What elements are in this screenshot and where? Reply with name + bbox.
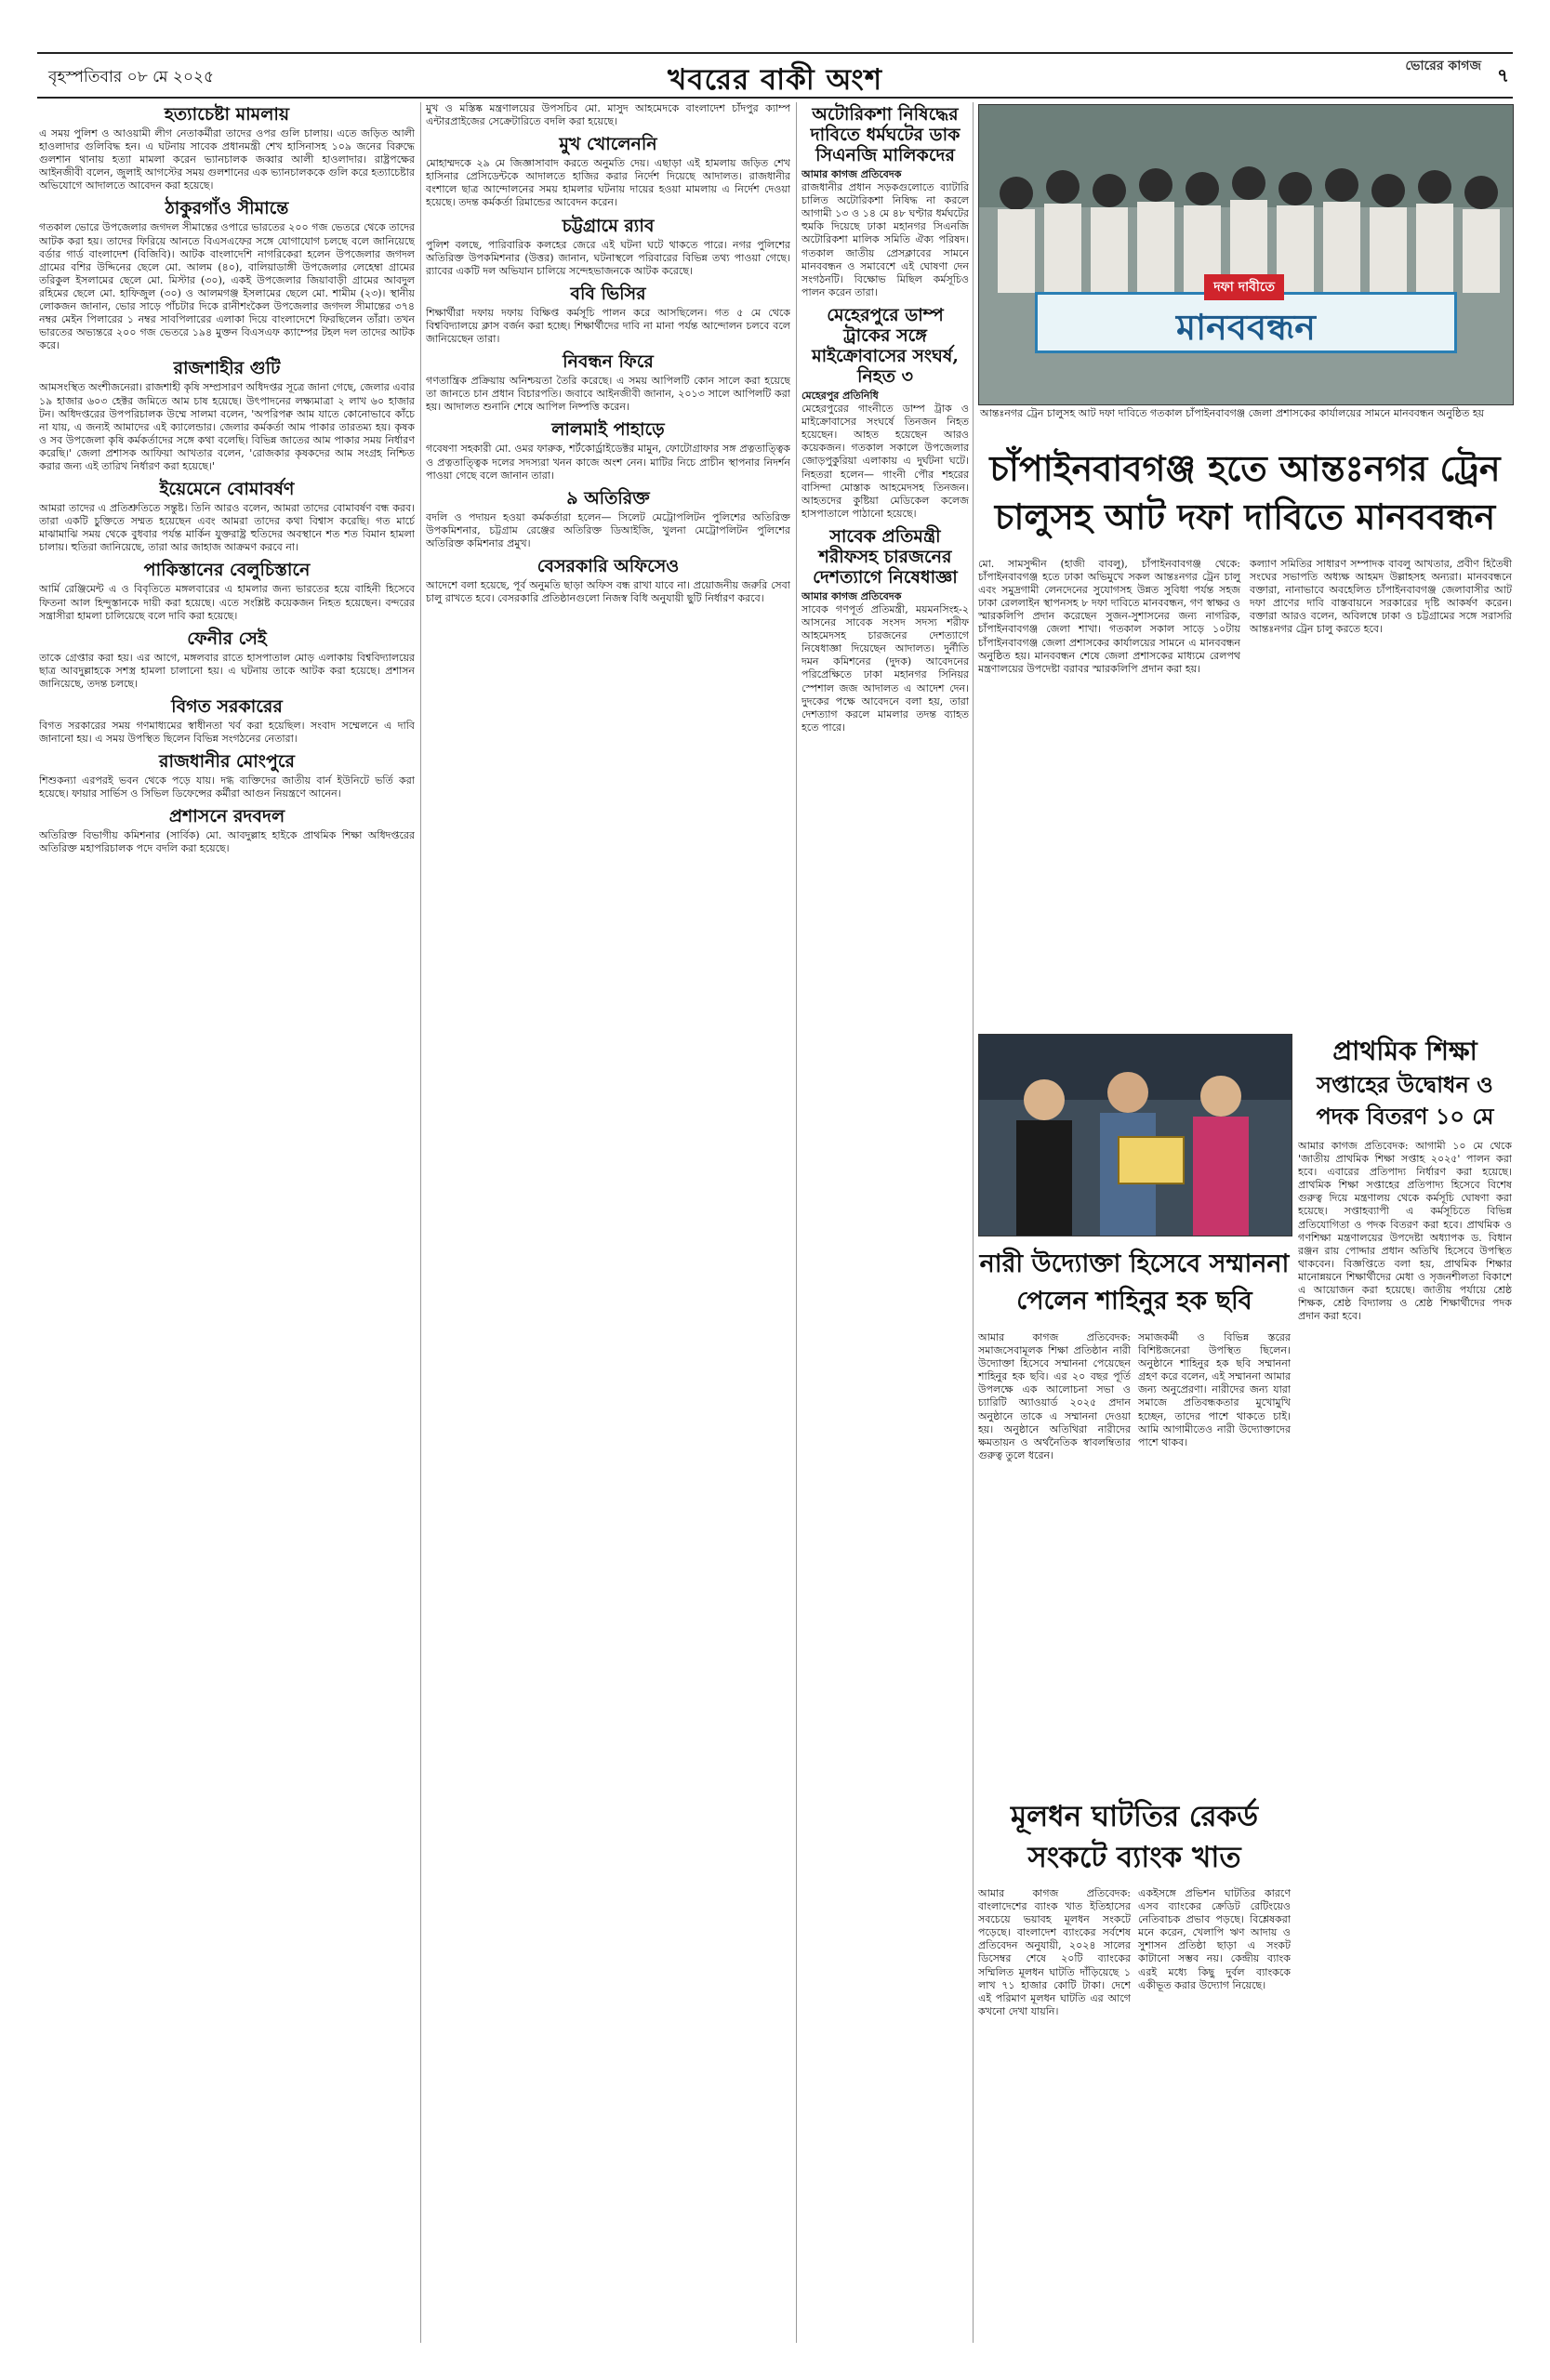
story-body: গবেষণা সহকারী মো. ওমর ফারুক, শর্টকোর্ড্রাইডেক্টর মামুন, ফোটোগ্রাফার সঙ্গ প্রত্নতাত্ত্বিক ও প্রত্নতাত্ত্বিক দলের সদস্যরা খনন কাজে অংশ নেন। মাটির নিচে প্রাচীন স্থাপনার নিদর্শন পাওয়া গেছে বলে জানান তারা। (426, 443, 790, 482)
newspaper-logo: ভোরের কাগজ (1405, 59, 1481, 73)
headline-line[interactable]: পদক বিতরণ ১০ মে (1316, 1103, 1494, 1130)
story-byline: আমার কাগজ প্রতিবেদক (801, 168, 902, 180)
story-private-offices (426, 556, 790, 605)
story-title[interactable]: অটোরিকশা নিষিদ্ধের দাবিতে ধর্মঘটের ডাক সিএনজি মালিকদের (810, 104, 960, 165)
train-story-col-b: কল্যাণ সমিতির সাধারণ সম্পাদক বাবলু আখতার, প্রবীণ হিতৈষী সংঘের সভাপতি অধ্যক্ষ আহমদ উল্লাহসহ অন্যরা। মানববন্ধনে বক্তারা, নানাভাবে অবহেলিত চাঁপাইনবাবগঞ্জ জেলাবাসীর আট দফা প্রাণের দাবি বাস্তবায়নে সরকারের দৃষ্টি আকর্ষণ করেন। বক্তারা আরও বলেন, অবিলম্বে ঢাকা ও চট্টগ্রামের সঙ্গে সরাসরি আন্তঃনগর ট্রেন চালু করতে হবে। (1250, 558, 1512, 636)
page-number: ৭ (1496, 64, 1509, 86)
story-title[interactable]: পাকিস্তানের বেলুচিস্তানে (143, 560, 311, 581)
story-byline: আমার কাগজ প্রতিবেদক (801, 589, 902, 602)
train-story-col-a: মো. সামসুদ্দীন (হাজী বাবলু), চাঁপাইনবাবগঞ্জ থেকে: চাঁপাইনবাবগঞ্জ হতে ঢাকা অভিমুখে সকল আন্তঃনগর ট্রেন চালু এবং সমুদ্রগামী লেনদেনের সুযোগসহ উন্নত সুবিধা পর্যন্ত সহজ ঢাকা রেললাইন স্থাপনসহ ৮ দফা দাবিতে মানববন্ধন, গণ স্বাক্ষর ও স্মারকলিপি প্রদান করেছেন সুজন-সুশাসনের জন্য নাগরিক, চাঁপাইনবাবগঞ্জ জেলা শাখা। গতকাল সকাল সাড়ে ১০টায় চাঁপাইনবাবগঞ্জ জেলা প্রশাসকের কার্যালয়ের সামনে এ মানববন্ধন অনুষ্ঠিত হয়। মানববন্ধন শেষে জেলা প্রশাসকের মাধ্যমে রেলপথ মন্ত্রণালয়ের উপদেষ্টা বরাবর স্মারকলিপি প্রদান করা হয়। (978, 558, 1240, 675)
story-body: বিগত সরকারের সময় গণমাধ্যমের স্বাধীনতা খর্ব করা হয়েছিল। সংবাদ সম্মেলনে এ দাবি জানানো হয়। এ সময় উপস্থিত ছিলেন বিভিন্ন সংগঠনের নেতারা। (39, 720, 415, 746)
story-mukh-khulenni (426, 134, 790, 209)
headline-line[interactable]: মূলধন ঘাটতির রেকর্ড (1010, 1800, 1259, 1833)
headline-line[interactable]: সপ্তাহের উদ্বোধন ও (1317, 1071, 1493, 1098)
headline-line[interactable]: চাঁপাইনবাবগঞ্জ হতে আন্তঃনগর ট্রেন (989, 447, 1501, 489)
photo-caption: আন্তঃনগর ট্রেন চালুসহ আট দফা দাবিতে গতকাল চাঁপাইনবাবগঞ্জ জেলা প্রশাসকের কার্যালয়ের সামনে মানববন্ধন অনুষ্ঠিত হয় (980, 407, 1485, 419)
story-body: বদলি ও পদায়ন হওয়া কর্মকর্তারা হলেন— সিলেট মেট্রোপলিটন পুলিশের অতিরিক্ত উপকমিশনার, চট্টগ্রাম রেঞ্জের অতিরিক্ত ডিআইজি, খুলনা মেট্রোপলিটন পুলিশের অতিরিক্ত কমিশনার প্রমুখ। (426, 510, 790, 549)
story-rajshahi (39, 358, 415, 473)
story-title[interactable]: ফেনীর সেই (187, 628, 267, 649)
story-meherpur-accident (801, 305, 969, 521)
story-bobi-vc (426, 284, 790, 346)
story-continuation (426, 102, 790, 128)
story-title[interactable]: বেসরকারি অফিসেও (537, 555, 680, 576)
banner-text: মানববন্ধন (1176, 306, 1316, 348)
page-header (37, 52, 1513, 99)
story-body: অতিরিক্ত বিভাগীয় কমিশনার (সার্বিক) মো. আবদুল্লাহ হাইকে প্রাথমিক শিক্ষা অধিদপ্তরের অতিরিক্ত মহাপরিচালক পদে বদলি করা হয়েছে। (39, 829, 415, 855)
banner-tag: দফা দাবীতে (1204, 274, 1284, 300)
story-body: গণতান্ত্রিক প্রক্রিয়ায় অনিশ্চয়তা তৈরি করেছে। এ সময় আপিলটি কোন সালে করা হয়েছে তা জানতে চান প্রধান বিচারপতি। জবাবে আইনজীবী জানান, ২০১৩ সালে আপিলটি করা হয়। আদালত শুনানি শেষে আপিল নিষ্পত্তি করেন। (426, 375, 790, 414)
story-title[interactable]: ৯ অতিরিক্ত (566, 487, 650, 509)
headline-bank (978, 1796, 1291, 1878)
story-title[interactable]: চট্টগ্রামে র‍্যাব (562, 215, 655, 236)
story-body: পুলিশ বলছে, পারিবারিক কলহের জেরে এই ঘটনা ঘটে থাকতে পারে। নগর পুলিশের অতিরিক্ত উপকমিশনার (উত্তর) জানান, ঘটনাস্থলে পরিবারের বিভিন্ন তথ্য পাওয়া গেছে। র‍্যাবের একটি দল অভিযান চালিয়ে সন্দেহভাজনকে আটক করেছে। (426, 238, 790, 277)
story-title[interactable]: বিগত সরকারের (171, 696, 283, 717)
story-feni (39, 628, 415, 691)
story-body: রাজধানীর প্রধান সড়কগুলোতে ব্যাটারি চালিত অটোরিকশা নিষিদ্ধ না করলে আগামী ১৩ ও ১৪ মে ৪৮ ঘণ্টার ধর্মঘটের হুমকি দিয়েছে ঢাকা মহানগর সিএনজি অটোরিকশা মালিক সমিতি ঐক্য পরিষদ। গতকাল জাতীয় প্রেসক্লাবের সামনে মানববন্ধন ও সমাবেশে এই ঘোষণা দেন সংগঠনটি। বিক্ষোভ মিছিল কর্মসূচিও পালন করেন তারা। (801, 181, 969, 298)
human-chain-banner (1035, 280, 1457, 353)
story-body: মোহাম্মদকে ২৯ মে জিজ্ঞাসাবাদ করতে অনুমতি দেয়। এছাড়া এই হামলায় জড়িত শেখ হাসিনার প্রেসিডেন্টকে আদালতে হাজির করার নির্দেশ দিয়েছে আদালত। রাজধানীর বংশালে ছাত্র আন্দোলনের সময় হামলার ঘটনায় দায়ের হওয়া মামলায় এ নির্দেশ দেওয়া হয়েছে। তদন্ত কর্মকর্তা রিমান্ডের আবেদন করেন। (426, 157, 790, 209)
headline-line[interactable]: নারী উদ্যোক্তা হিসেবে সম্মাননা (979, 1250, 1290, 1278)
story-mongpur (39, 751, 415, 800)
headline-line[interactable]: চালুসহ আট দফা দাবিতে মানববন্ধন (994, 496, 1496, 537)
column-1 (39, 102, 415, 2343)
bank-story-col-a: আমার কাগজ প্রতিবেদক: বাংলাদেশের ব্যাংক খাত ইতিহাসের সবচেয়ে ভয়াবহ মূলধন সংকটে পড়েছে। বাংলাদেশ ব্যাংকের সর্বশেষ প্রতিবেদন অনুযায়ী, ২০২৪ সালের ডিসেম্বর শেষে ২০টি ব্যাংকের সম্মিলিত মূলধন ঘাটতি দাঁড়িয়েছে ১ লাখ ৭১ হাজার কোটি টাকা। দেশে এই পরিমাণ মূলধন ঘাটতি এর আগে কখনো দেখা যায়নি। (978, 1887, 1131, 2017)
story-pakistan (39, 560, 415, 622)
column-divider (420, 102, 421, 2343)
headline-award (978, 1246, 1291, 1320)
story-title[interactable]: মেহেরপুরে ডাম্প ট্রাকের সঙ্গে মাইক্রোবাসের সংঘর্ষ, নিহত ৩ (812, 304, 959, 387)
story-body: গতকাল ভোরে উপজেলার জগদল সীমান্তের ওপারে ভারতের ২০০ গজ ভেতরে থেকে তাদের আটক করা হয়। তাদের ফিরিয়ে আনতে বিএসএফের সঙ্গে যোগাযোগ চলছে বলে জানিয়েছে বর্ডার গার্ড বাংলাদেশ (বিজিবি)। আটক বাংলাদেশি নাগরিকেরা হলেন উপজেলার জগদল গ্রামের বশির উদ্দিনের ছেলে মো. আলম (৪০), বালিয়াডাঙ্গী উপজেলার লেহেম্বা গ্রামের তরিকুল ইসলামের ছেলে মো. মিস্টার (৩০), একই উপজেলার জিয়াবাড়ী গ্রামের আবদুল রহিমের ছেলে মো. হাফিজুল (৩০) ও আলমগঞ্জ ইসলামের ছেলে মো. শামীম (২৩)। স্থানীয় লোকজন জানান, ভোর সাড়ে পাঁচটার দিকে রানীশংকৈল উপজেলার জগদল সীমান্তের ৩৭৪ নম্বর মেইন পিলারের ১ নম্বর সাবপিলারের এলাকা দিয়ে বাংলাদেশে ফিরছিলেন তাঁরা। তখন ভারতের অভ্যন্তরে ২০০ গজ ভেতরে ১৯৪ মুক্তন বিএসএফ ক্যাম্পের টহল দল তাদের আটক করে। (39, 221, 415, 352)
story-body: শিক্ষার্থীরা দফায় দফায় বিক্ষিপ্ত কর্মসূচি পালন করে আসছিলেন। গত ৫ মে থেকে বিশ্ববিদ্যালয়ে ক্লাস বর্জন করা হচ্ছে। শিক্ষার্থীদের দাবি না মানা পর্যন্ত আন্দোলন চলবে বলে জানিয়েছেন তারা। (426, 306, 790, 346)
story-registration (426, 351, 790, 414)
story-title[interactable]: ববি ভিসির (570, 283, 646, 304)
story-body: মেহেরপুরের গাংনীতে ডাম্প ট্রাক ও মাইক্রোবাসের সংঘর্ষে তিনজন নিহত হয়েছেন। আহত হয়েছেন আরও কয়েকজন। গতকাল সকালে উপজেলার জোড়পুকুরিয়া এলাকায় এ দুর্ঘটনা ঘটে। নিহতরা হলেন— গাংনী পৌর শহরের বাসিন্দা মোস্তাক আহমেদসহ তিনজন। আহতদের কুষ্টিয়া মেডিকেল কলেজ হাসপাতালে পাঠানো হয়েছে। (801, 403, 969, 520)
story-title[interactable]: নিবন্ধন ফিরে (563, 351, 654, 373)
headline-line[interactable]: সংকটে ব্যাংক খাত (1027, 1841, 1241, 1874)
headline-line[interactable]: পেলেন শাহিনুর হক ছবি (1016, 1287, 1252, 1316)
award-story-col-a: আমার কাগজ প্রতিবেদক: সমাজসেবামূলক শিক্ষা প্রতিষ্ঠান নারী উদ্যোক্তা হিসেবে সম্মাননা পেয়েছেন শাহিনুর হক ছবি। এর ২০ বছর পূর্তি উপলক্ষে এক আলোচনা সভা ও চ্যারিটি অ্যাওয়ার্ড ২০২৫ প্রদান অনুষ্ঠানে তাকে এ সম্মাননা দেওয়া হয়। অনুষ্ঠানে অতিথিরা নারীদের ক্ষমতায়ন ও অর্থনৈতিক স্বাবলম্বিতার গুরুত্ব তুলে ধরেন। (978, 1331, 1131, 1461)
headline-line[interactable]: প্রাথমিক শিক্ষা (1332, 1036, 1477, 1066)
story-body: তাকে গ্রেপ্তার করা হয়। এর আগে, মঙ্গলবার রাতে হাসপাতাল মোড় এলাকায় বিশ্ববিদ্যালয়ের ছাত্র আবদুল্লাহকে সশস্ত্র হামলা চালানো হয়। এ ঘটনায় তাকে আটক করা হয়েছে। প্রশাসন জানিয়েছে, তদন্ত চলছে। (39, 651, 415, 690)
story-title[interactable]: রাজশাহীর গুটি (173, 358, 281, 379)
story-lalmai (426, 419, 790, 482)
column-3 (801, 102, 969, 2343)
story-title[interactable]: রাজধানীর মোংপুরে (159, 751, 295, 773)
headline-primary (1298, 1034, 1512, 1132)
story-body: এ সময় পুলিশ ও আওয়ামী লীগ নেতাকর্মীরা তাদের ওপর গুলি চালায়। এতে জড়িত আলী হাওলাদার গুলিবিদ্ধ হন। এ ঘটনায় সাবেক প্রধানমন্ত্রী শেখ হাসিনাসহ ১০৯ জনের বিরুদ্ধে গুলশান থানায় হত্যা মামলা করেন ভ্যানচালক জব্বার আলী হাওলাদার। রাষ্ট্রপক্ষের আইনজীবী বলেন, জুলাই আগস্টের সময় গুলশানের এক ভ্যানচালককে গুলি করে হত্যাচেষ্টার অভিযোগে আদালতে আবেদন করা হয়েছে। (39, 127, 415, 192)
story-yemen (39, 479, 415, 554)
story-body: আদেশে বলা হয়েছে, পূর্ব অনুমতি ছাড়া অফিস বন্ধ রাখা যাবে না। প্রয়োজনীয় জরুরি সেবা চালু রাখতে হবে। বেসরকারি প্রতিষ্ঠানগুলো নিজস্ব বিধি অনুযায়ী ছুটি নির্ধারণ করবে। (426, 578, 790, 605)
column-divider (796, 102, 797, 2343)
story-nine-additional (426, 488, 790, 550)
story-previous-government (39, 696, 415, 746)
story-title[interactable]: ইয়েমেনে বোমাবর্ষণ (159, 479, 295, 500)
story-thakurgaon (39, 198, 415, 352)
human-chain-photo (978, 104, 1514, 405)
story-title[interactable]: লালমাই পাহাড়ে (551, 419, 665, 441)
award-photo (978, 1034, 1292, 1236)
story-body: শিশুকন্যা এরপরই ভবন থেকে পড়ে যায়। দগ্ধ ব্যক্তিদের জাতীয় বার্ন ইউনিটে ভর্তি করা হয়েছে। ফায়ার সার্ভিস ও সিভিল ডিফেন্সের কর্মীরা আগুন নিয়ন্ত্রণে আনেন। (39, 774, 415, 800)
story-title[interactable]: প্রশাসনে রদবদল (168, 806, 285, 827)
column-2 (426, 102, 790, 2343)
story-admin-reshuffle (39, 806, 415, 855)
award-illustration (979, 1035, 1292, 1236)
story-cng-strike (801, 104, 969, 299)
story-title[interactable]: হত্যাচেষ্টা মামলায় (164, 104, 290, 125)
story-title[interactable]: ঠাকুরগাঁও সীমান্তে (165, 198, 289, 219)
story-body: সাবেক গণপূর্ত প্রতিমন্ত্রী, ময়মনসিংহ-২ আসনের সাবেক সংসদ সদস্য শরীফ আহমেদসহ চারজনের দেশত্যাগে নিষেধাজ্ঞা দিয়েছেন আদালত। দুর্নীতি দমন কমিশনের (দুদক) আবেদনের পরিপ্রেক্ষিতে ঢাকা মহানগর সিনিয়র স্পেশাল জজ আদালত এ আদেশ দেন। দুদকের পক্ষে আবেদনে বলা হয়, তারা দেশত্যাগ করলে মামলার তদন্ত ব্যাহত হতে পারে। (801, 602, 969, 734)
story-body: আর্মি রেঞ্জিমেন্ট এ ও বিবৃতিতে মঙ্গলবারের এ হামলার জন্য ভারতের হয়ে বাহিনী হিসেবে ফিতনা আল হিন্দুস্তানকে দায়ী করা হয়েছে। এতে সংশ্লিষ্ট কয়েকজন নিহত হয়েছেন। বন্দরের সন্ত্রাসীরা হামলা চালিয়েছে বলে দাবি করা হয়েছে। (39, 583, 415, 622)
issue-date: বৃহস্পতিবার ০৮ মে ২০২৫ (48, 68, 215, 86)
story-byline: মেহেরপুর প্রতিনিধি (801, 389, 879, 402)
bank-story-col-b: একইসঙ্গে প্রভিশন ঘাটতির কারণে এসব ব্যাংকের ক্রেডিট রেটিংয়েও নেতিবাচক প্রভাব পড়ছে। বিশ্লেষকরা মনে করেন, খেলাপি ঋণ আদায় ও সুশাসন প্রতিষ্ঠা ছাড়া এ সংকট কাটানো সম্ভব নয়। কেন্দ্রীয় ব্যাংক এরই মধ্যে কিছু দুর্বল ব্যাংককে একীভূত করার উদ্যোগ নিয়েছে। (1138, 1887, 1291, 1991)
section-title: খবরের বাকী অংশ (667, 63, 883, 97)
primary-story-body: আমার কাগজ প্রতিবেদক: আগামী ১০ মে থেকে 'জাতীয় প্রাথমিক শিক্ষা সপ্তাহ ২০২৫' পালন করা হবে। এবারের প্রতিপাদ্য নির্ধারণ করা হয়েছে। প্রাথমিক শিক্ষা সপ্তাহের প্রতিপাদ্য হিসেবে বিশেষ গুরুত্ব দিয়ে মন্ত্রণালয় থেকে কর্মসূচি ঘোষণা করা হয়েছে। সপ্তাহব্যাপী এ কর্মসূচিতে বিভিন্ন প্রতিযোগিতা ও পদক বিতরণ করা হবে। প্রাথমিক ও গণশিক্ষা মন্ত্রণালয়ের উপদেষ্টা অধ্যাপক ড. বিধান রঞ্জন রায় পোদ্দার প্রধান অতিথি হিসেবে উপস্থিত থাকবেন। বিজ্ঞপ্তিতে বলা হয়, প্রাথমিক শিক্ষার মানোন্নয়নে শিক্ষার্থীদের মেধা ও সৃজনশীলতা বিকাশে এ আয়োজন করা হয়েছে। জাতীয় পর্যায়ে শ্রেষ্ঠ শিক্ষক, শ্রেষ্ঠ বিদ্যালয় ও শ্রেষ্ঠ শিক্ষার্থীদের পদক প্রদান করা হবে। (1298, 1140, 1512, 1323)
story-chattogram-rab (426, 216, 790, 278)
story-body: আমরা তাদের এ প্রতিশ্রুতিতে সন্তুষ্ট। তিনি আরও বলেন, আমরা তাদের বোমাবর্ষণ বন্ধ করব। তারা একটি চুক্তিতে সম্মত হয়েছেন এবং আমরা তাদের কথা বিশ্বাস করেছি। গত মার্চে মাঝামাঝি সময় থেকে বুধবার পর্যন্ত মার্কিন যুক্তরাষ্ট্র হুতিদের অবস্থানে শত শত বিমান হামলা চালায়। হুতিরা জানিয়েছে, তারা আর জাহাজ আক্রমণ করবে না। (39, 502, 415, 554)
story-killing-attempt (39, 104, 415, 192)
story-title[interactable]: সাবেক প্রতিমন্ত্রী শরীফসহ চারজনের দেশত্যাগে নিষেধাজ্ঞা (813, 525, 958, 588)
story-travel-ban (801, 526, 969, 734)
story-body: আমসংস্থিত অংশীজনেরা। রাজশাহী কৃষি সম্প্রসারণ অধিদপ্তর সূত্রে জানা গেছে, জেলার এবার ১৯ হাজার ৬০৩ হেক্টর জমিতে আম চাষ হয়েছে। উৎপাদনের লক্ষ্যমাত্রা ২ লাখ ৬০ হাজার টন। অধিদপ্তরের উপপরিচালক উম্মে সালমা বলেন, 'অপরিপক্ব আম যাতে কোনোভাবে কাঁচে না যায়, এ জন্যই আমাদের এই ক্যালেন্ডার। জেলার কর্মকর্তা আম পাকার তারতম্য হয়। কৃষক ও সব উপজেলা কৃষি কর্মকর্তাদের সঙ্গে কথা বলেছি। বিভিন্ন জাতের আম পাকার সময় নির্ধারণ করেছি।' জেলা প্রশাসক আফিয়া আখতার বলেন, 'রোজকার কৃষকদের আম সংগ্রহ নিশ্চিত করার জন্য এই তারিখ নির্ধারণ করা হয়েছে।' (39, 381, 415, 472)
story-body: মুখ ও মস্তিষ্ক মন্ত্রণালয়ের উপসচিব মো. মাসুদ আহমেদকে বাংলাদেশ চাঁদপুর ক্যাম্প এন্টারপ্রাইজের সেক্রেটারিতে বদলি করা হয়েছে। (426, 102, 790, 128)
award-story-col-b: সমাজকর্মী ও বিভিন্ন স্তরের বিশিষ্টজনেরা উপস্থিত ছিলেন। অনুষ্ঠানে শাহিনুর হক ছবি সম্মাননা গ্রহণ করে বলেন, এই সম্মাননা আমার জন্য অনুপ্রেরণা। নারীদের জন্য যারা সমাজে প্রতিবন্ধকতার মুখোমুখি হচ্ছেন, তাদের পাশে থাকতে চাই। আমি আগামীতেও নারী উদ্যোক্তাদের পাশে থাকব। (1138, 1331, 1291, 1448)
column-divider (973, 102, 974, 2343)
headline-train (978, 444, 1512, 541)
story-title[interactable]: মুখ খোলেননি (559, 134, 657, 155)
